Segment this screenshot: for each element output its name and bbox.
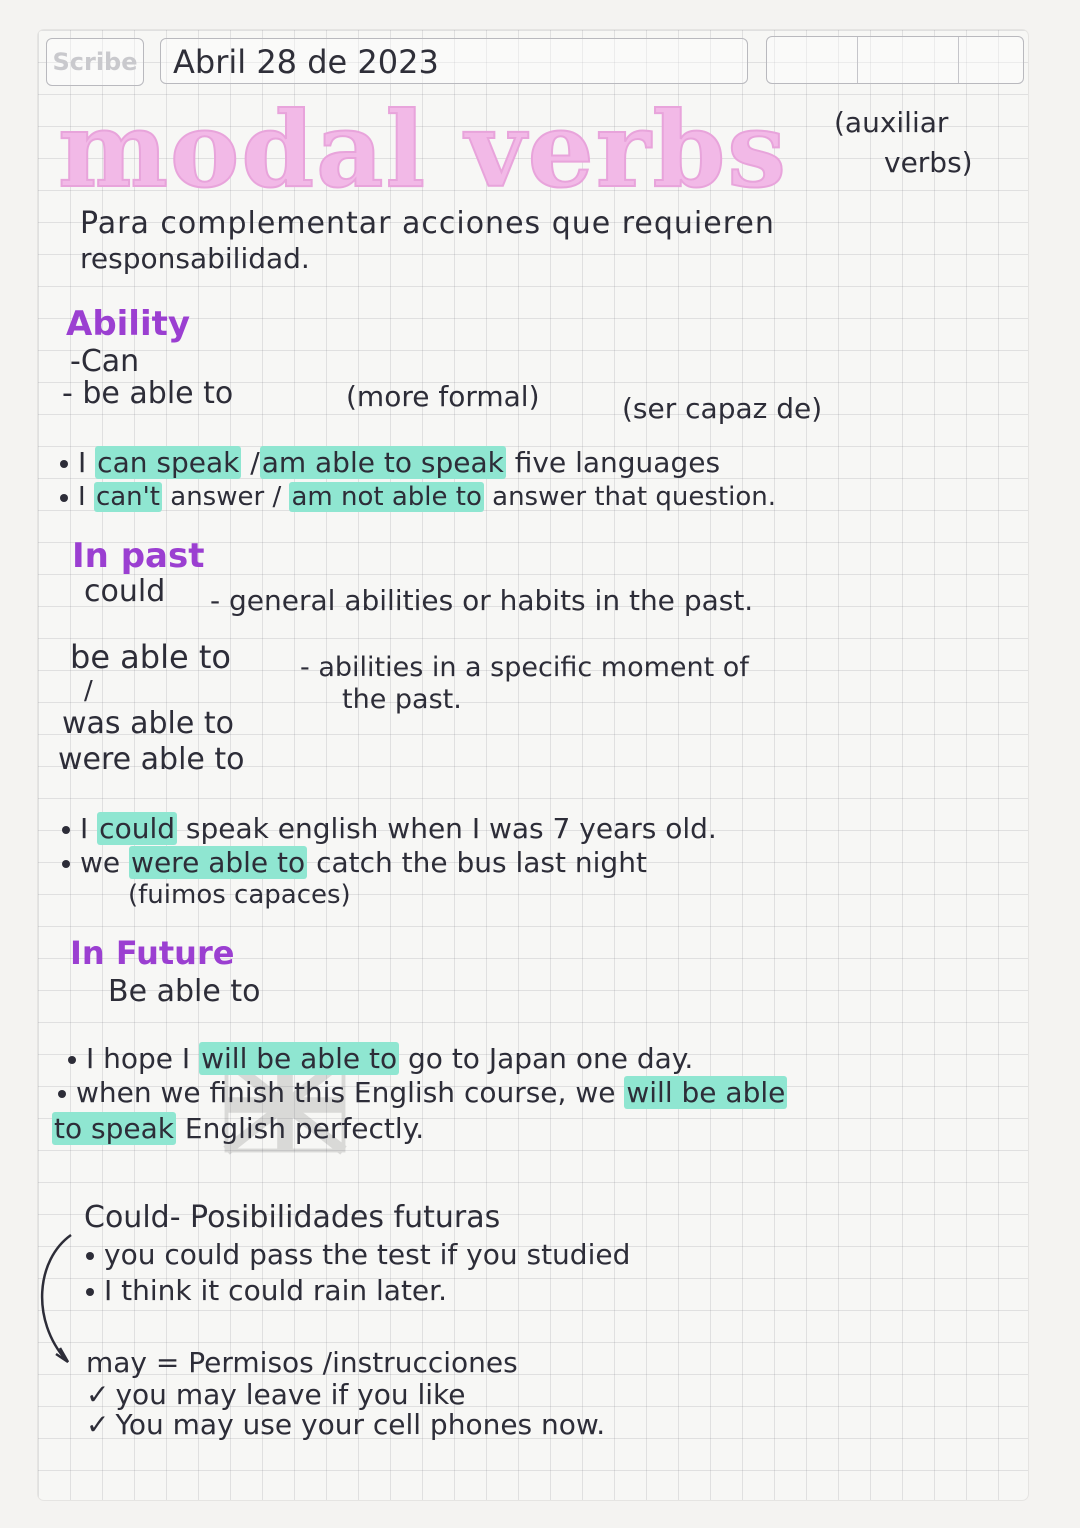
past-was: was able to (62, 706, 234, 741)
permission-example-2: ✓ You may use your cell phones now. (86, 1408, 606, 1441)
past-could: could (84, 574, 166, 609)
date-box (160, 38, 748, 84)
ability-heading: Ability (66, 304, 191, 344)
past-heading: In past (72, 536, 205, 576)
past-beable-def1: - abilities in a specific moment of (300, 652, 749, 683)
past-beable: be able to (70, 638, 231, 676)
ability-note-capaz: (ser capaz de) (622, 392, 823, 425)
bullet-icon (86, 1288, 94, 1296)
blank-header-box (766, 36, 1024, 84)
ability-item-can: -Can (70, 344, 140, 379)
bullet-icon (62, 860, 70, 868)
page-title: modal verbs (58, 88, 788, 211)
bullet-icon (60, 494, 68, 502)
ability-example-2: I can't answer / am not able to answer that question. (60, 482, 776, 512)
future-example-2-line1: when we finish this English course, we will be able (58, 1076, 787, 1109)
intro-line2: responsabilidad. (80, 242, 310, 275)
could-possibilities-heading: Could- Posibilidades futuras (84, 1200, 501, 1235)
bullet-icon (60, 460, 68, 468)
brand-logo: Scribe (52, 48, 138, 76)
past-could-def: - general abilities or habits in the past. (210, 584, 754, 617)
future-example-1: I hope I will be able to go to Japan one day. (68, 1042, 693, 1075)
intro-line1: Para complementar acciones que requieren (80, 206, 775, 241)
past-beable-def2: the past. (342, 684, 462, 715)
date-text: Abril 28 de 2023 (173, 43, 439, 81)
bullet-icon (86, 1252, 94, 1260)
past-example-1: I could speak english when I was 7 years old. (62, 812, 717, 845)
subtitle-line1: (auxiliar (834, 106, 949, 139)
permission-example-1: ✓ you may leave if you like (86, 1378, 466, 1411)
past-slash: / (84, 676, 93, 706)
future-heading: In Future (70, 934, 235, 972)
brand-box (46, 38, 144, 86)
future-example-2-line2: to speak English perfectly. (54, 1112, 425, 1145)
bullet-icon (58, 1090, 66, 1098)
possibility-example-1: you could pass the test if you studied (86, 1238, 630, 1271)
future-item: Be able to (108, 974, 261, 1009)
possibility-example-2: I think it could rain later. (86, 1274, 447, 1307)
past-were: were able to (58, 742, 245, 777)
past-example-2-note: (fuimos capaces) (128, 880, 351, 910)
ability-example-1: I can speak /am able to speak five languages (60, 446, 720, 479)
past-example-2: we were able to catch the bus last night (62, 846, 647, 879)
subtitle-line2: verbs) (884, 146, 973, 179)
bullet-icon (62, 826, 70, 834)
check-icon: ✓ (86, 1378, 110, 1411)
may-permissions-heading: may = Permisos /instrucciones (86, 1346, 518, 1379)
check-icon: ✓ (86, 1408, 110, 1441)
ability-note-formal: (more formal) (346, 380, 540, 413)
blank-header-divider (857, 37, 959, 83)
bullet-icon (68, 1056, 76, 1064)
curved-arrow-icon (26, 1230, 86, 1370)
ability-item-beable: - be able to (62, 376, 234, 411)
